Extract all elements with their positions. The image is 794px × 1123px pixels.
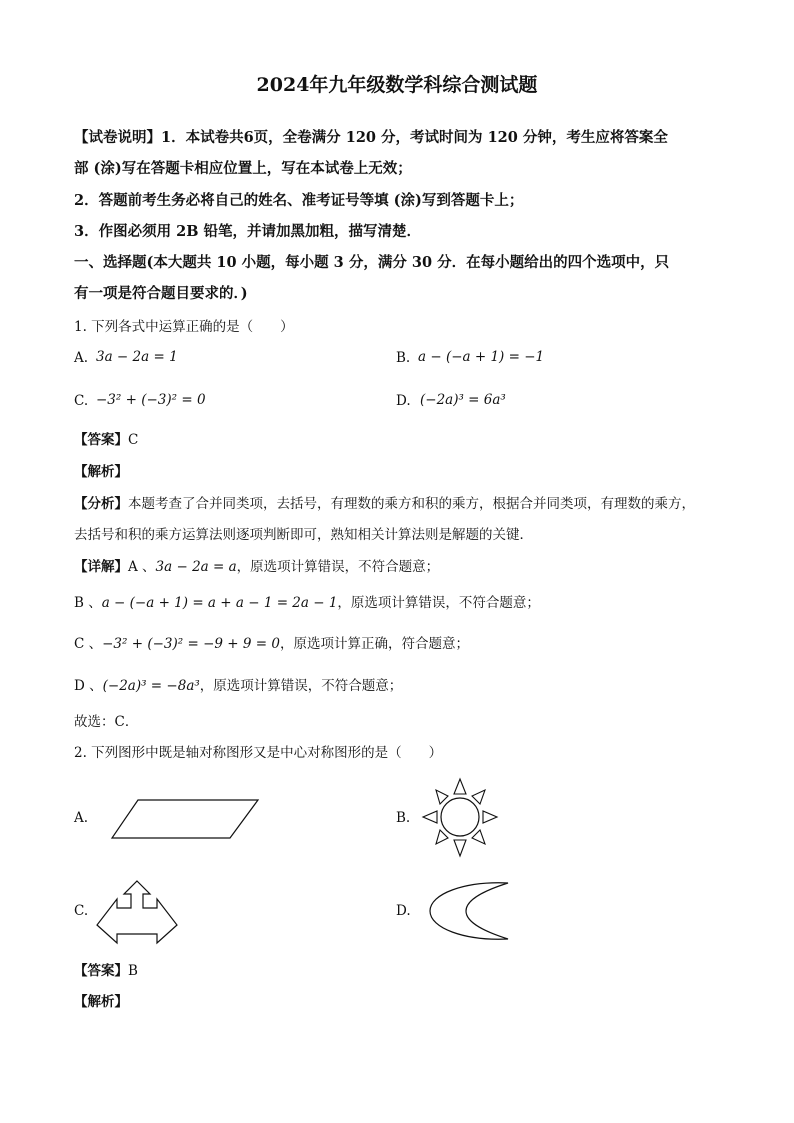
q1-detail-a-expr: 3a − 2a = a: [155, 559, 237, 575]
instructions-line-1: 【试卷说明】1．本试卷共6页，全卷满分 120 分，考试时间为 120 分钟，考生应将答案全: [74, 129, 668, 146]
q2-answer-tag: 【答案】: [74, 963, 128, 979]
parallelogram-figure: [110, 798, 260, 840]
q1-option-a: 3a − 2a = 1: [96, 349, 178, 365]
instructions-line-4: 3．作图必须用 2B 铅笔，并请加黑加粗，描写清楚．: [74, 223, 422, 240]
sun-figure: [422, 776, 498, 860]
q1-detail-d-expr: (−2a)³ = −8a³: [102, 678, 200, 694]
q2-answer: B: [128, 963, 138, 979]
instructions-line-2: 部 (涂)写在答题卡相应位置上，写在本试卷上无效；: [74, 160, 412, 177]
q1-option-c: −3² + (−3)² = 0: [96, 392, 206, 408]
q1-option-c-label: C.: [74, 393, 89, 409]
q1-analysis-tag: 【解析】: [74, 464, 128, 480]
q1-option-d-label: D.: [396, 393, 411, 409]
three-arrows-figure: [95, 880, 179, 944]
q1-detail-c-expr: −3² + (−3)² = −9 + 9 = 0: [102, 636, 280, 652]
section-heading-line-2: 有一项是符合题目要求的．): [74, 285, 248, 302]
q1-detail-tag: 【详解】: [74, 559, 128, 575]
q1-detail-c-text: ，原选项计算正确，符合题意；: [279, 636, 469, 652]
q1-option-b: a − (−a + 1) = −1: [418, 349, 545, 365]
q1-detail-b-expr: a − (−a + 1) = a + a − 1 = 2a − 1: [101, 595, 338, 611]
q2-option-c-label: C.: [74, 903, 89, 919]
q1-detail-b-text: ，原选项计算错误，不符合题意；: [337, 595, 540, 611]
q2-analysis-tag: 【解析】: [74, 994, 128, 1010]
instructions-line-3: 2．答题前考生务必将自己的姓名、准考证号等填 (涂)写到答题卡上；: [74, 192, 524, 209]
q2-option-d-label: D.: [396, 903, 411, 919]
q1-fenxi-line-2: 去括号和积的乘方运算法则逐项判断即可，熟知相关计算法则是解题的关键．: [74, 527, 533, 543]
q1-detail-b-prefix: B 、: [74, 595, 102, 611]
q2-option-b-label: B.: [396, 810, 411, 826]
q1-option-d: (−2a)³ = 6a³: [420, 392, 506, 408]
q1-option-a-label: A.: [74, 350, 89, 366]
q1-detail-d-prefix: D 、: [74, 678, 103, 694]
page-title: 2024年九年级数学科综合测试题: [256, 74, 538, 96]
q1-fenxi-line-1: 本题考查了合并同类项，去括号，有理数的乘方和积的乘方，根据合并同类项，有理数的乘方，: [128, 496, 695, 512]
crescent-figure: [424, 880, 514, 944]
q1-answer-tag: 【答案】: [74, 432, 128, 448]
q1-detail-a-text: ，原选项计算错误，不符合题意；: [236, 559, 440, 575]
q2-stem: 2. 下列图形中既是轴对称图形又是中心对称图形的是（ ）: [74, 745, 443, 761]
q1-detail-d-text: ，原选项计算错误，不符合题意；: [199, 678, 403, 694]
q1-fenxi-tag: 【分析】: [74, 496, 128, 512]
q1-detail-c-prefix: C 、: [74, 636, 103, 652]
q1-conclusion: 故选：C．: [74, 714, 139, 730]
q1-detail-a-prefix: A 、: [128, 559, 156, 575]
q1-option-b-label: B.: [396, 350, 411, 366]
q1-answer: C: [128, 432, 139, 448]
q1-stem: 1. 下列各式中运算正确的是（ ）: [74, 319, 294, 335]
section-heading-line-1: 一、选择题(本大题共 10 小题，每小题 3 分，满分 30 分．在每小题给出的四个选项中，只: [74, 254, 670, 271]
q2-option-a-label: A.: [74, 810, 89, 826]
